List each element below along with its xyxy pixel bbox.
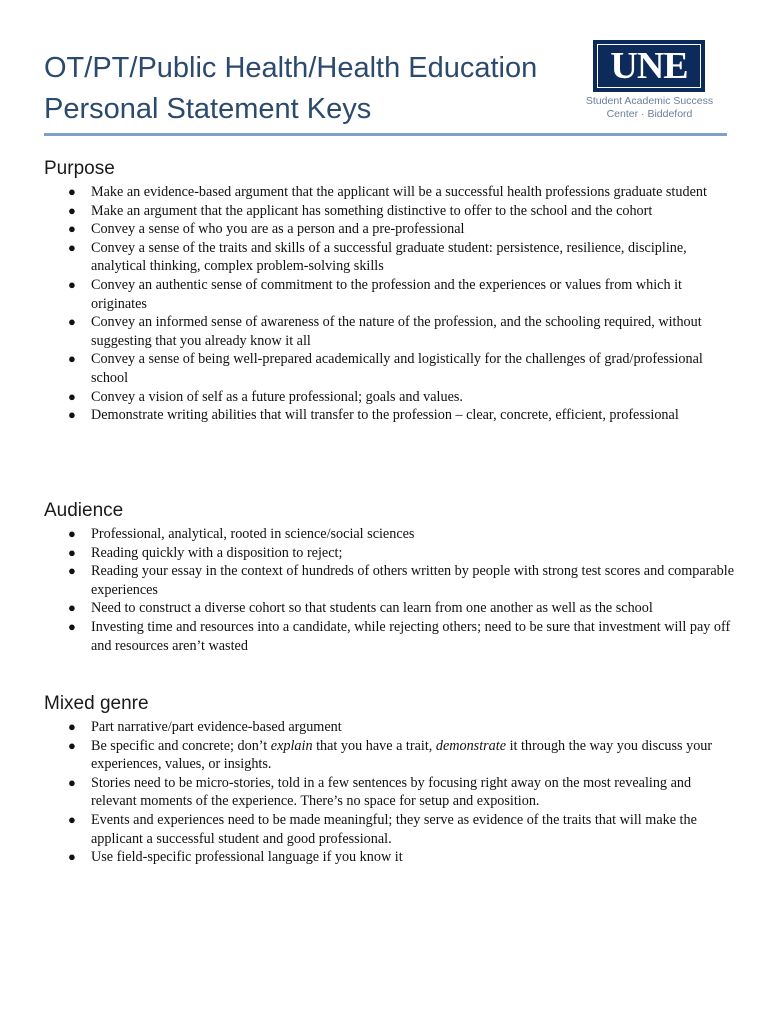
list-item: [44, 774, 734, 811]
list-item-text: Convey an authentic sense of commitment to the profession and the experiences or values from which it originates: [91, 276, 682, 312]
list-item: [44, 718, 734, 737]
purpose-list: [44, 183, 734, 425]
purpose-heading: Purpose: [44, 158, 115, 179]
list-item-text: Make an argument that the applicant has something distinctive to offer to the school and the cohort: [91, 202, 653, 219]
list-item-text: Convey an informed sense of awareness of the nature of the profession, and the schooling required, without suggesting that you already know it all: [91, 314, 702, 349]
list-item-text: Demonstrate writing abilities that will transfer to the profession – clear, concrete, efficient, professional: [91, 407, 679, 424]
bullet-icon: ●: [68, 202, 76, 218]
list-item: [44, 313, 734, 350]
emphasis-explain: explain: [270, 737, 313, 754]
list-item-text: Reading your essay in the context of hundreds of others written by people with strong test scores and comparable experiences: [91, 563, 735, 598]
list-item: [44, 618, 734, 655]
list-item-text: [91, 738, 712, 773]
list-item-text: Convey a sense of being well-prepared academically and logistically for the challenges of grad/professional school: [91, 351, 703, 386]
list-item-text: Convey a vision of self as a future professional; goals and values.: [91, 388, 463, 405]
text-run: Be specific and concrete; don’t: [91, 737, 271, 754]
bullet-icon: ●: [68, 544, 76, 560]
bullet-icon: ●: [68, 737, 76, 753]
bullet-icon: ●: [68, 276, 76, 292]
page-title: [44, 48, 584, 130]
bullet-icon: ●: [68, 774, 76, 790]
list-item: [44, 388, 734, 407]
list-item: [44, 239, 734, 276]
logo-caption-line-1: Student Academic Success: [585, 95, 714, 107]
une-logo: [593, 40, 705, 92]
bullet-icon: ●: [68, 351, 76, 367]
list-item-text: Reading quickly with a disposition to reject;: [91, 544, 343, 561]
bullet-icon: ●: [68, 849, 76, 865]
bullet-icon: ●: [68, 388, 76, 404]
bullet-icon: ●: [68, 811, 76, 827]
list-item-text: Stories need to be micro-stories, told in a few sentences by focusing right away on the most revealing and relevant moments of the experience. There’s no space for setup and exposition.: [91, 774, 692, 810]
une-logo-text: UNE: [597, 44, 701, 88]
list-item: [44, 737, 734, 774]
mixed-genre-section: [44, 693, 734, 867]
list-item-text: Events and experiences need to be made meaningful; they serve as evidence of the traits that will make the applicant a successful student and good professional.: [91, 811, 697, 847]
list-item: [44, 276, 734, 313]
title-line-2: Personal Statement Keys: [44, 93, 372, 125]
list-item: [44, 599, 734, 618]
list-item: [44, 525, 734, 544]
list-item: [44, 406, 734, 425]
list-item-text: Use field-specific professional language if you know it: [91, 849, 403, 866]
list-item-text: Professional, analytical, rooted in science/social sciences: [91, 526, 415, 542]
list-item-text: Investing time and resources into a candidate, while rejecting others; need to be sure that investment will pay off and resources aren’t wasted: [91, 618, 731, 654]
text-run: that you have a trait,: [312, 737, 436, 754]
bullet-icon: ●: [68, 618, 76, 634]
text-run: it through the way you discuss your experiences, values, or insights.: [91, 737, 713, 773]
bullet-icon: ●: [68, 239, 76, 255]
emphasis-demonstrate: demonstrate: [435, 737, 507, 754]
bullet-icon: ●: [68, 526, 76, 541]
list-item: [44, 350, 734, 387]
audience-list: [44, 525, 734, 655]
list-item: [44, 562, 734, 599]
bullet-icon: ●: [68, 314, 76, 330]
list-item-text: Convey a sense of the traits and skills of a successful graduate student: persistence, resilience, discipline, analytical thinking, complex problem-solving skills: [91, 239, 687, 275]
audience-section: [44, 500, 734, 655]
purpose-section: [44, 158, 734, 425]
list-item-text: Convey a sense of who you are as a person and a pre-professional: [91, 221, 465, 238]
bullet-icon: ●: [68, 184, 76, 199]
header-divider: [44, 133, 727, 136]
list-item-text: Need to construct a diverse cohort so that students can learn from one another as well as the school: [91, 600, 653, 617]
list-item-text: Part narrative/part evidence-based argument: [91, 719, 342, 735]
list-item: [44, 183, 734, 202]
mixed-genre-heading: Mixed genre: [44, 693, 149, 714]
mixed-genre-list: [44, 718, 734, 867]
list-item: [44, 811, 734, 848]
audience-heading: Audience: [44, 500, 124, 521]
bullet-icon: ●: [68, 719, 76, 734]
bullet-icon: ●: [68, 600, 76, 616]
bullet-icon: ●: [68, 563, 76, 579]
list-item: [44, 220, 734, 239]
bullet-icon: ●: [68, 407, 76, 423]
list-item: [44, 848, 734, 867]
list-item: [44, 544, 734, 563]
list-item-text: Make an evidence-based argument that the applicant will be a successful health professions graduate student: [91, 184, 707, 200]
bullet-icon: ●: [68, 221, 76, 237]
title-line-1: OT/PT/Public Health/Health Education: [44, 52, 538, 84]
logo-caption-line-2: Center · Biddeford: [606, 108, 693, 120]
list-item: [44, 202, 734, 221]
logo-caption: [572, 95, 727, 121]
